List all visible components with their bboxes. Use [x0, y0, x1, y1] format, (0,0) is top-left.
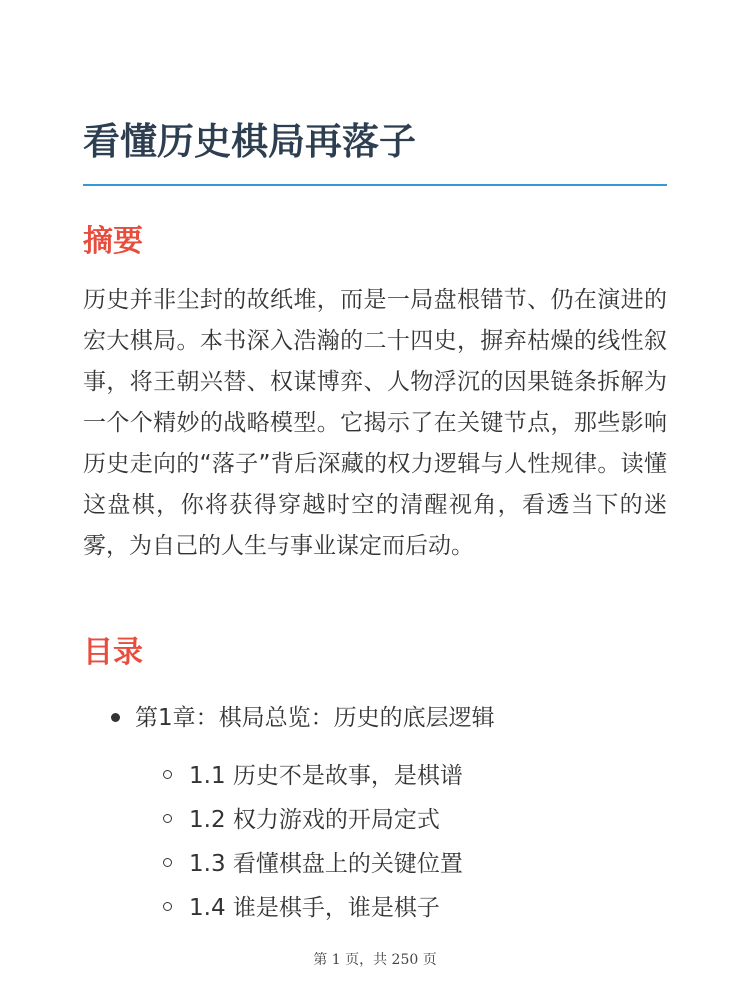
title-divider — [83, 184, 667, 186]
toc-section-item — [83, 798, 667, 842]
bullet-circle-icon — [163, 858, 172, 867]
toc-section-label: 1.1 历史不是故事，是棋谱 — [189, 763, 463, 789]
toc-list — [83, 696, 667, 930]
toc-chapter-label: 第1章：棋局总览：历史的底层逻辑 — [135, 705, 495, 731]
bullet-circle-icon — [163, 902, 172, 911]
bullet-circle-icon — [163, 770, 172, 779]
toc-section-item — [83, 842, 667, 886]
document-title: 看懂历史棋局再落子 — [83, 120, 416, 163]
document-page — [83, 0, 667, 1000]
toc-section-item — [83, 754, 667, 798]
toc-chapter — [83, 696, 667, 930]
toc-section-list — [83, 754, 667, 930]
toc-section-label: 1.4 谁是棋手，谁是棋子 — [189, 895, 440, 921]
bullet-circle-icon — [163, 814, 172, 823]
abstract-heading: 摘要 — [83, 224, 143, 259]
toc-heading: 目录 — [83, 635, 143, 670]
toc-section-label: 1.3 看懂棋盘上的关键位置 — [189, 851, 463, 877]
page-footer: 第 1 页，共 250 页 — [313, 952, 437, 968]
toc-section-label: 1.2 权力游戏的开局定式 — [189, 807, 440, 833]
bullet-disc-icon — [111, 713, 120, 722]
toc-section-item — [83, 886, 667, 930]
abstract-paragraph: 历史并非尘封的故纸堆，而是一局盘根错节、仍在演进的宏大棋局。本书深入浩瀚的二十四史，摒弃枯燥的线性叙事，将王朝兴替、权谋博弈、人物浮沉的因果链条拆解为一个个精妙的战略模型。它揭示了在关键节点，那些影响历史走向的“落子”背后深藏的权力逻辑与人性规律。读懂这盘棋，你将获得穿越时空的清醒视角，看透当下的迷雾，为自己的人生与事业谋定而后动。 — [83, 287, 667, 559]
toc-chapter-row — [83, 696, 667, 740]
